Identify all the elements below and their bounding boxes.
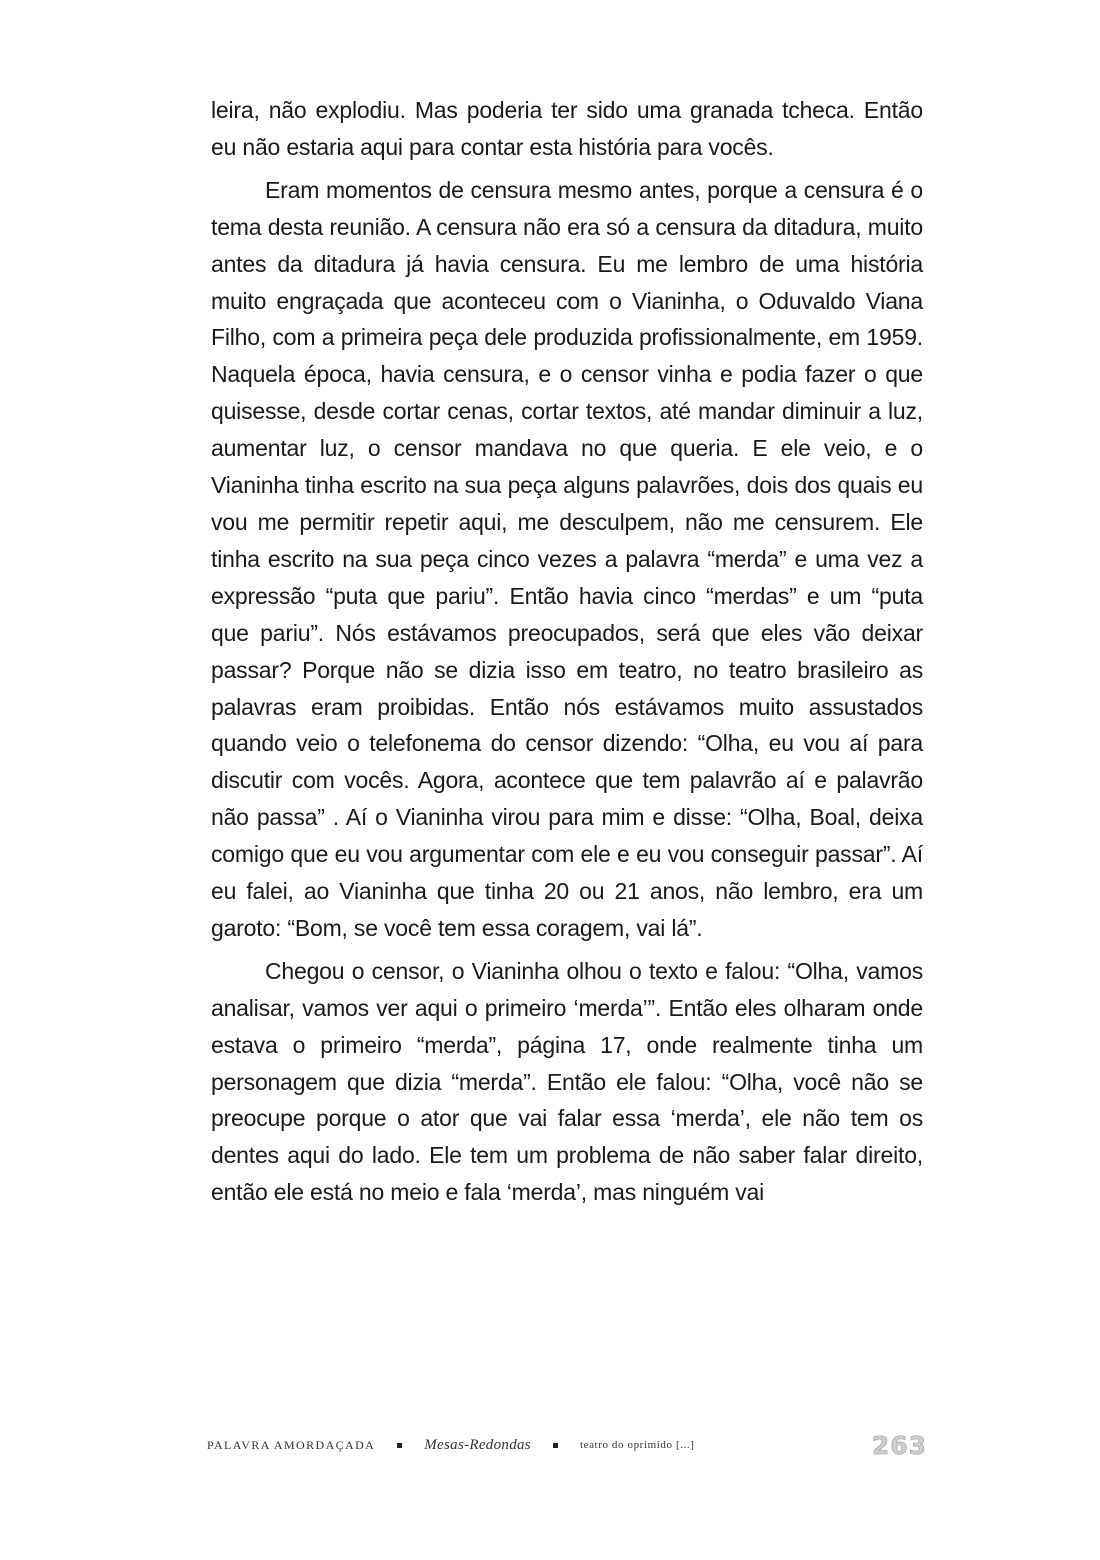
paragraph-1: leira, não explodiu. Mas poderia ter sido uma granada tcheca. Então eu não estaria aqui para contar esta história para vocês. [211, 97, 923, 160]
footer-separator-bullet [553, 1443, 558, 1448]
page-footer [207, 1428, 927, 1462]
paragraph-2: Eram momentos de censura mesmo antes, porque a censura é o tema desta reunião. A censura não era só a censura da ditadura, muito antes da ditadura já havia censura. Eu me lembro de uma história muito engraçada que aconteceu com o Vianinha, o Oduvaldo Viana Filho, com a primeira peça dele produzida profissionalmente, em 1959. Naquela época, havia censura, e o censor vinha e podia fazer o que quisesse, desde cortar cenas, cortar textos, até mandar diminuir a luz, aumentar luz, o censor mandava no que queria. E ele veio, e o Vianinha tinha escrito na sua peça alguns palavrões, dois dos quais eu vou me permitir repetir aqui, me desculpem, não me censurem. Ele tinha escrito na sua peça cinco vezes a palavra “merda” e uma vez a expressão “puta que pariu”. Então havia cinco “merdas” e um “puta que pariu”. Nós estávamos preocupados, será que eles vão deixar passar? Porque não se dizia isso em teatro, no teatro brasileiro as palavras eram proibidas. Então nós estávamos muito assustados quando veio o telefonema do censor dizendo: “Olha, eu vou aí para discutir com vocês. Agora, acontece que tem palavrão aí e palavrão não passa” . Aí o Vianinha virou para mim e disse: “Olha, Boal, deixa comigo que eu vou argumentar com ele e eu vou conseguir passar”. Aí eu falei, ao Vianinha que tinha 20 ou 21 anos, não lembro, era um garoto: “Bom, se você tem essa coragem, vai lá”. [211, 176, 923, 941]
footer-separator-bullet [397, 1443, 402, 1448]
paragraph-3: Chegou o censor, o Vianinha olhou o texto e falou: “Olha, vamos analisar, vamos ver aqui o primeiro ‘merda’”. Então eles olharam onde estava o primeiro “merda”, página 17, onde realmente tinha um personagem que dizia “merda”. Então ele falou: “Olha, você não se preocupe porque o ator que vai falar essa ‘merda’, ele não tem os dentes aqui do lado. Ele tem um problema de não saber falar direito, então ele está no meio e fala ‘merda’, mas ninguém vai [211, 957, 923, 1206]
body-text [211, 92, 923, 1211]
footer-publication-title: Mesas-Redondas [424, 1436, 531, 1453]
footer-chapter-title: teatro do oprimido [...] [579, 1439, 695, 1451]
footer-section-title: PALAVRA AMORDAÇADA [207, 1437, 376, 1452]
page-number: 263 [871, 1430, 927, 1460]
